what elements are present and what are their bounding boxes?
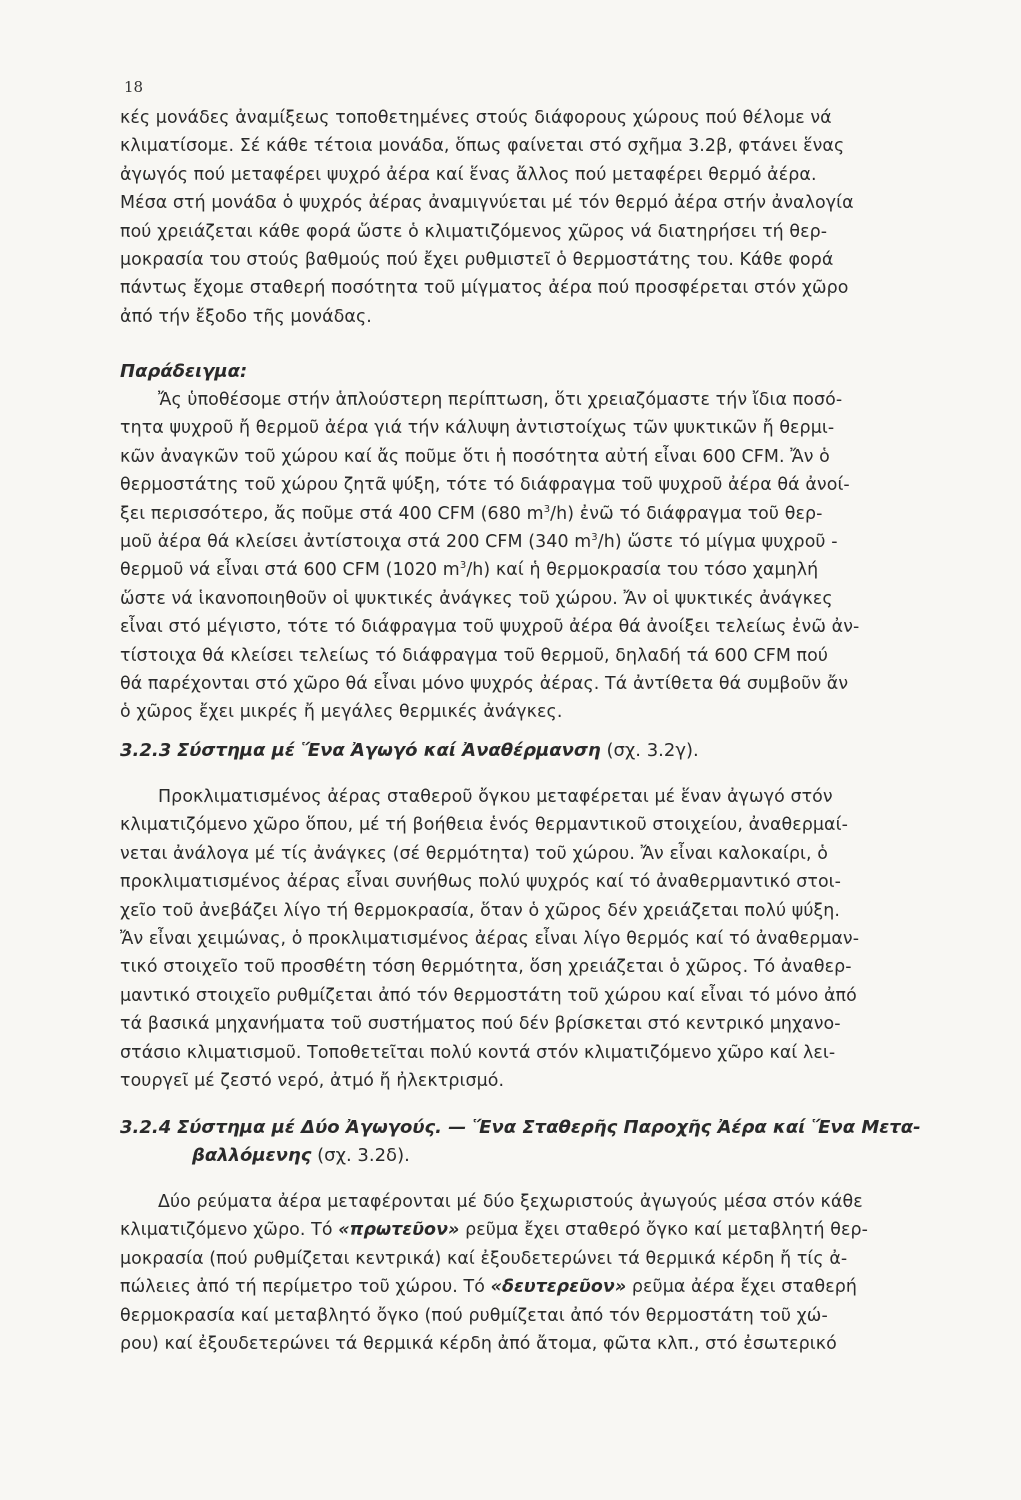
text-line: τητα ψυχροῦ ἤ θερμοῦ ἀέρα γιά τήν κάλυψη ἀντιστοίχως τῶν ψυκτικῶν ἤ θερμι-	[120, 418, 835, 439]
section-3-2-4	[120, 1114, 980, 1358]
text-line: πού χρειάζεται κάθε φορά ὥστε ὁ κλιματιζόμενος χῶρος νά διατηρήσει τή θερ-	[120, 221, 828, 242]
figure-reference: (σχ. 3.2δ).	[317, 1145, 410, 1166]
text-line: τίστοιχα θά κλείσει τελείως τό διάφραγμα τοῦ θερμοῦ, δηλαδή τά 600 CFM πού	[120, 645, 829, 666]
section-heading-cont	[120, 1142, 980, 1170]
text-span: κλιματιζόμενο χῶρο. Τό	[120, 1220, 333, 1241]
text-line: Δύο ρεύματα ἀέρα μεταφέρονται μέ δύο ξεχωριστούς ἀγωγούς μέσα στόν κάθε	[158, 1192, 863, 1212]
text-line	[120, 528, 980, 556]
text-line	[120, 1216, 980, 1244]
text-span: ξει περισσότερο, ἄς ποῦμε στά 400 CFM (680 m	[120, 503, 544, 524]
superscript-exponent: 3	[591, 532, 598, 544]
page-number: 18	[124, 78, 144, 96]
text-line: εἶναι στό μέγιστο, τότε τό διάφραγμα τοῦ ψυχροῦ ἀέρα θά ἀνοίξει τελείως ἐνῶ ἀν-	[120, 617, 860, 638]
section-3-2-3	[120, 737, 980, 1095]
text-span: /h) καί ἡ θερμοκρασία του τόσο χαμηλή	[466, 560, 819, 581]
text-line: τά βασικά μηχανήματα τοῦ συστήματος πού δέν βρίσκεται στό κεντρικό μηχανο-	[120, 1014, 841, 1035]
figure-reference: (σχ. 3.2γ).	[606, 740, 699, 761]
superscript-exponent: 3	[459, 560, 467, 572]
section-title: Σύστημα μέ Δύο Ἀγωγούς. — Ἕνα Σταθερῆς Παροχῆς Ἀέρα καί Ἕνα Μετα-	[176, 1117, 921, 1138]
text-line: θερμοστάτης τοῦ χώρου ζητᾶ ψύξη, τότε τό διάφραγμα τοῦ ψυχροῦ ἀέρα θά ἀνοί-	[120, 475, 850, 496]
text-span: μοῦ ἀέρα θά κλείσει ἀντίστοιχα στά 200 CFM (340 m	[120, 532, 592, 553]
text-span: θερμοῦ νά εἶναι στά 600 CFM (1020 m	[120, 560, 460, 581]
text-line: πάντως ἔχομε σταθερή ποσότητα τοῦ μίγματος ἀέρα πού προσφέρεται στόν χῶρο	[120, 278, 849, 299]
text-line: κῶν ἀναγκῶν τοῦ χώρου καί ἄς ποῦμε ὅτι ἡ ποσότητα αὐτή εἶναι 600 CFM. Ἄν ὁ	[120, 446, 830, 467]
text-line: Προκλιματισμένος ἀέρας σταθεροῦ ὄγκου μεταφέρεται μέ ἕναν ἀγωγό στόν	[158, 787, 833, 807]
text-line: τουργεῖ μέ ζεστό νερό, ἀτμό ἤ ἠλεκτρισμό.	[120, 1071, 505, 1092]
text-line: ἀγωγός πού μεταφέρει ψυχρό ἀέρα καί ἕνας ἄλλος πού μεταφέρει θερμό ἀέρα.	[120, 164, 817, 185]
text-span: /h) ἐνῶ τό διάφραγμα τοῦ θερ-	[550, 503, 823, 524]
text-line	[120, 556, 980, 584]
text-line: ὥστε νά ἱκανοποιηθοῦν οἱ ψυκτικές ἀνάγκες τοῦ χώρου. Ἄν οἱ ψυκτικές ἀνάγκες	[120, 588, 833, 609]
text-line: κλιματιζόμενο χῶρο ὅπου, μέ τή βοήθεια ἑνός θερμαντικοῦ στοιχείου, ἀναθερμαί-	[120, 815, 848, 836]
text-line: μοκρασία του στούς βαθμούς πού ἔχει ρυθμιστεῖ ὁ θερμοστάτης του. Κάθε φορά	[120, 250, 834, 271]
text-span: πώλειες ἀπό τή περίμετρο τοῦ χώρου. Τό	[120, 1277, 485, 1298]
section-number: 3.2.4	[120, 1117, 172, 1138]
superscript-exponent: 3	[543, 503, 551, 515]
example-heading: Παράδειγμα:	[120, 361, 248, 382]
text-line: Μέσα στή μονάδα ὁ ψυχρός ἀέρας ἀναμιγνύεται μέ τόν θερμό ἀέρα στήν ἀναλογία	[120, 193, 854, 214]
text-line: ἀπό τήν ἔξοδο τῆς μονάδας.	[120, 306, 372, 327]
text-line: Ἄν εἶναι χειμώνας, ὁ προκλιματισμένος ἀέρας εἶναι λίγο θερμός καί τό ἀναθερμαν-	[120, 929, 860, 950]
section-number: 3.2.3	[120, 740, 172, 761]
section-title: Σύστημα μέ Ἕνα Ἀγωγό καί Ἀναθέρμανση	[176, 740, 601, 761]
text-line: νεται ἀνάλογα μέ τίς ἀνάγκες (σέ θερμότητα) τοῦ χώρου. Ἄν εἶναι καλοκαίρι, ὁ	[120, 843, 829, 864]
text-span: ρεῦμα ἀέρα ἔχει σταθερή	[631, 1277, 857, 1298]
text-line	[120, 500, 980, 528]
primary-term: «πρωτεῦον»	[338, 1220, 460, 1241]
section-title-cont: βαλλόμενης	[192, 1145, 312, 1166]
text-line	[120, 1273, 980, 1301]
text-span: ρεῦμα ἔχει σταθερό ὄγκο καί μεταβλητή θερ-	[465, 1220, 868, 1241]
text-line: στάσιο κλιματισμοῦ. Τοποθετεῖται πολύ κοντά στόν κλιματιζόμενο χῶρο καί λει-	[120, 1042, 836, 1063]
text-line: κές μονάδες ἀναμίξεως τοποθετημένες στούς διάφορους χώρους πού θέλομε νά	[120, 108, 832, 128]
text-line: θά παρέχονται στό χῶρο θά εἶναι μόνο ψυχρός ἀέρας. Τά ἀντίθετα θά συμβοῦν ἄν	[120, 674, 849, 695]
text-line: Ἄς ὑποθέσομε στήν ἁπλούστερη περίπτωση, ὅτι χρειαζόμαστε τήν ἴδια ποσό-	[158, 390, 843, 410]
example-block	[120, 358, 980, 727]
text-line: μαντικό στοιχεῖο ρυθμίζεται ἀπό τόν θερμοστάτη τοῦ χώρου καί εἶναι τό μόνο ἀπό	[120, 985, 857, 1006]
text-line: τικό στοιχεῖο τοῦ προσθέτη τόση θερμότητα, ὅση χρειάζεται ὁ χῶρος. Τό ἀναθερ-	[120, 957, 852, 978]
text-line: θερμοκρασία καί μεταβλητό ὄγκο (πού ρυθμίζεται ἀπό τόν θερμοστάτη τοῦ χώ-	[120, 1305, 828, 1326]
section-heading	[120, 737, 980, 765]
intro-paragraph	[120, 104, 980, 331]
text-line: προκλιματισμένος ἀέρας εἶναι συνήθως πολύ ψυχρός καί τό ἀναθερμαντικό στοι-	[120, 872, 842, 893]
text-line: χεῖο τοῦ ἀνεβάζει λίγο τή θερμοκρασία, ὅταν ὁ χῶρος δέν χρειάζεται πολύ ψύξη.	[120, 900, 841, 921]
secondary-term: «δευτερεῦον»	[490, 1277, 627, 1298]
text-line: ὁ χῶρος ἔχει μικρές ἤ μεγάλες θερμικές ἀνάγκες.	[120, 702, 563, 723]
text-span: /h) ὥστε τό μίγμα ψυχροῦ -	[597, 532, 838, 553]
section-heading	[120, 1114, 980, 1142]
text-line: μοκρασία (πού ρυθμίζεται κεντρικά) καί ἐξουδετερώνει τά θερμικά κέρδη ἤ τίς ἀ-	[120, 1248, 848, 1269]
text-line: ρου) καί ἐξουδετερώνει τά θερμικά κέρδη ἀπό ἄτομα, φῶτα κλπ., στό ἐσωτερικό	[120, 1334, 837, 1355]
text-line: κλιματίσομε. Σέ κάθε τέτοια μονάδα, ὅπως φαίνεται στό σχῆμα 3.2β, φτάνει ἕνας	[120, 136, 845, 157]
